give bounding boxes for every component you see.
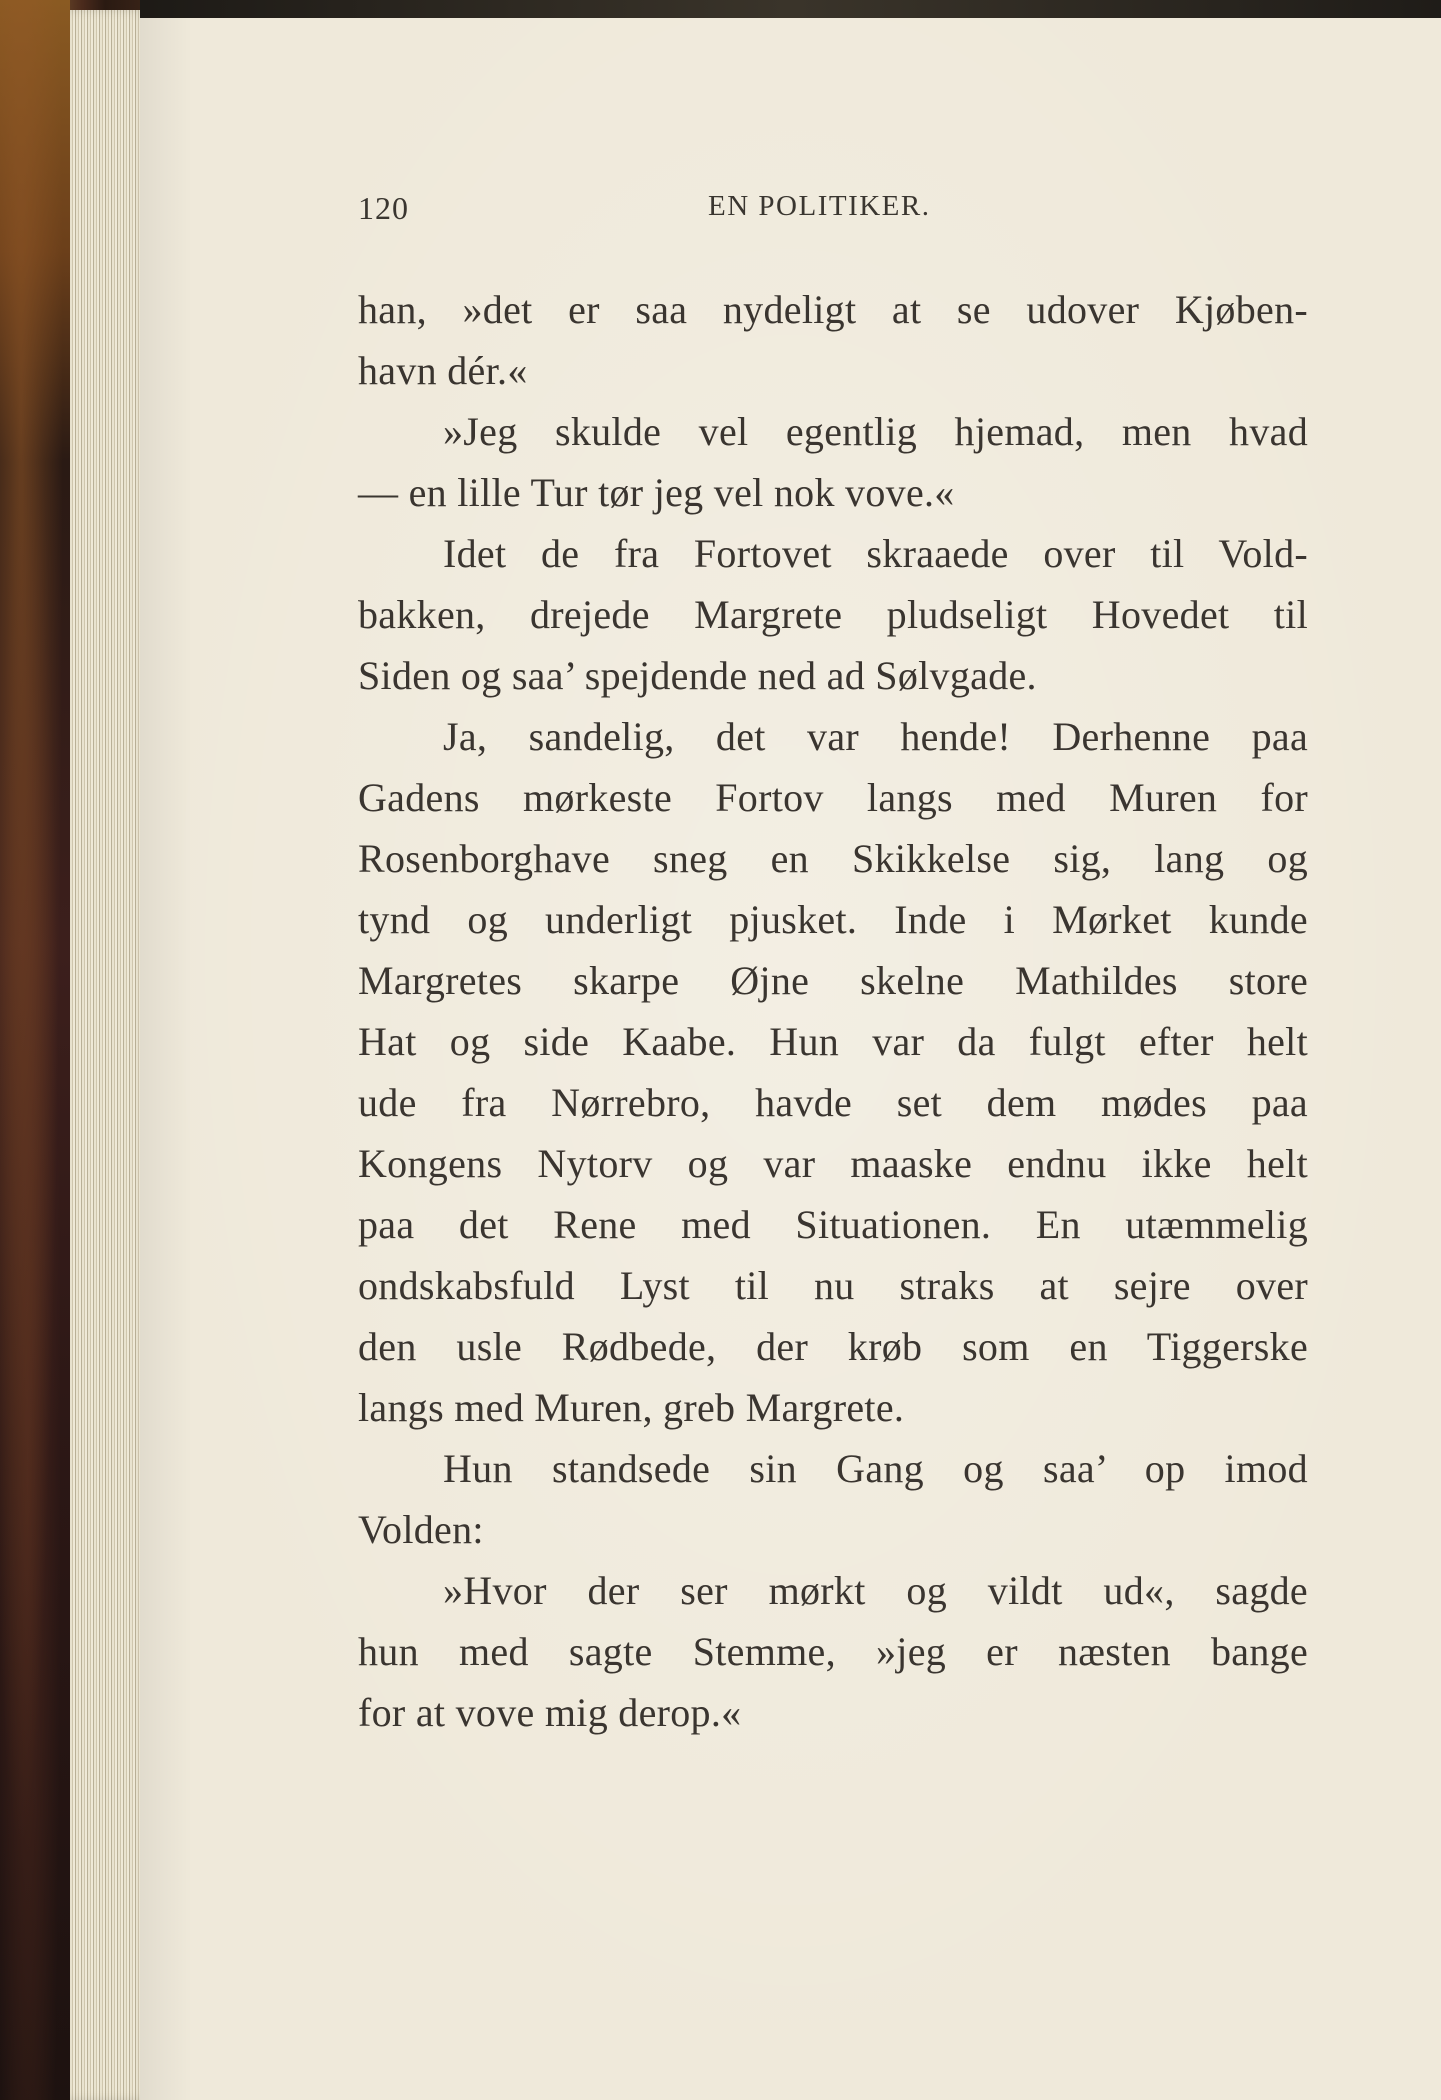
top-background-strip <box>140 0 1441 18</box>
text-line: ude fra Nørrebro, havde set dem mødes paa <box>358 1080 1308 1125</box>
text-line: paa det Rene med Situationen. En utæmmelig <box>358 1202 1308 1247</box>
running-title: EN POLITIKER. <box>708 190 931 222</box>
text-line: Kongens Nytorv og var maaske endnu ikke helt <box>358 1141 1308 1186</box>
text-line: Hat og side Kaabe. Hun var da fulgt efter helt <box>358 1019 1308 1064</box>
text-line: den usle Rødbede, der krøb som en Tiggerske <box>358 1324 1308 1369</box>
text-line: han, »det er saa nydeligt at se udover Kjøben- <box>358 287 1308 332</box>
page-edges <box>70 10 150 2100</box>
text-line: tynd og underligt pjusket. Inde i Mørket kunde <box>358 897 1308 942</box>
text-line: havn dér.« <box>358 348 528 393</box>
text-line: »Hvor der ser mørkt og vildt ud«, sagde <box>443 1568 1308 1613</box>
text-line: Gadens mørkeste Fortov langs med Muren for <box>358 775 1308 820</box>
text-line: Idet de fra Fortovet skraaede over til Vold- <box>443 531 1308 576</box>
text-line: Hun standsede sin Gang og saa’ op imod <box>443 1446 1308 1491</box>
running-head <box>358 190 968 234</box>
text-line: Ja, sandelig, det var hende! Derhenne paa <box>443 714 1308 759</box>
text-line: bakken, drejede Margrete pludseligt Hovedet til <box>358 592 1308 637</box>
text-line: Margretes skarpe Øjne skelne Mathildes store <box>358 958 1308 1003</box>
text-line: Rosenborghave sneg en Skikkelse sig, lang og <box>358 836 1308 881</box>
text-line: »Jeg skulde vel egentlig hjemad, men hvad <box>443 409 1308 454</box>
text-line: langs med Muren, greb Margrete. <box>358 1385 905 1430</box>
text-line: Siden og saa’ spejdende ned ad Sølvgade. <box>358 653 1037 698</box>
text-line: hun med sagte Stemme, »jeg er næsten bange <box>358 1629 1308 1674</box>
text-line: Volden: <box>358 1507 484 1552</box>
text-line: ondskabsfuld Lyst til nu straks at sejre over <box>358 1263 1308 1308</box>
cover-leather <box>0 0 70 2100</box>
text-line: for at vove mig derop.« <box>358 1690 742 1735</box>
page-number: 120 <box>358 190 409 226</box>
text-line: — en lille Tur tør jeg vel nok vove.« <box>358 470 955 515</box>
